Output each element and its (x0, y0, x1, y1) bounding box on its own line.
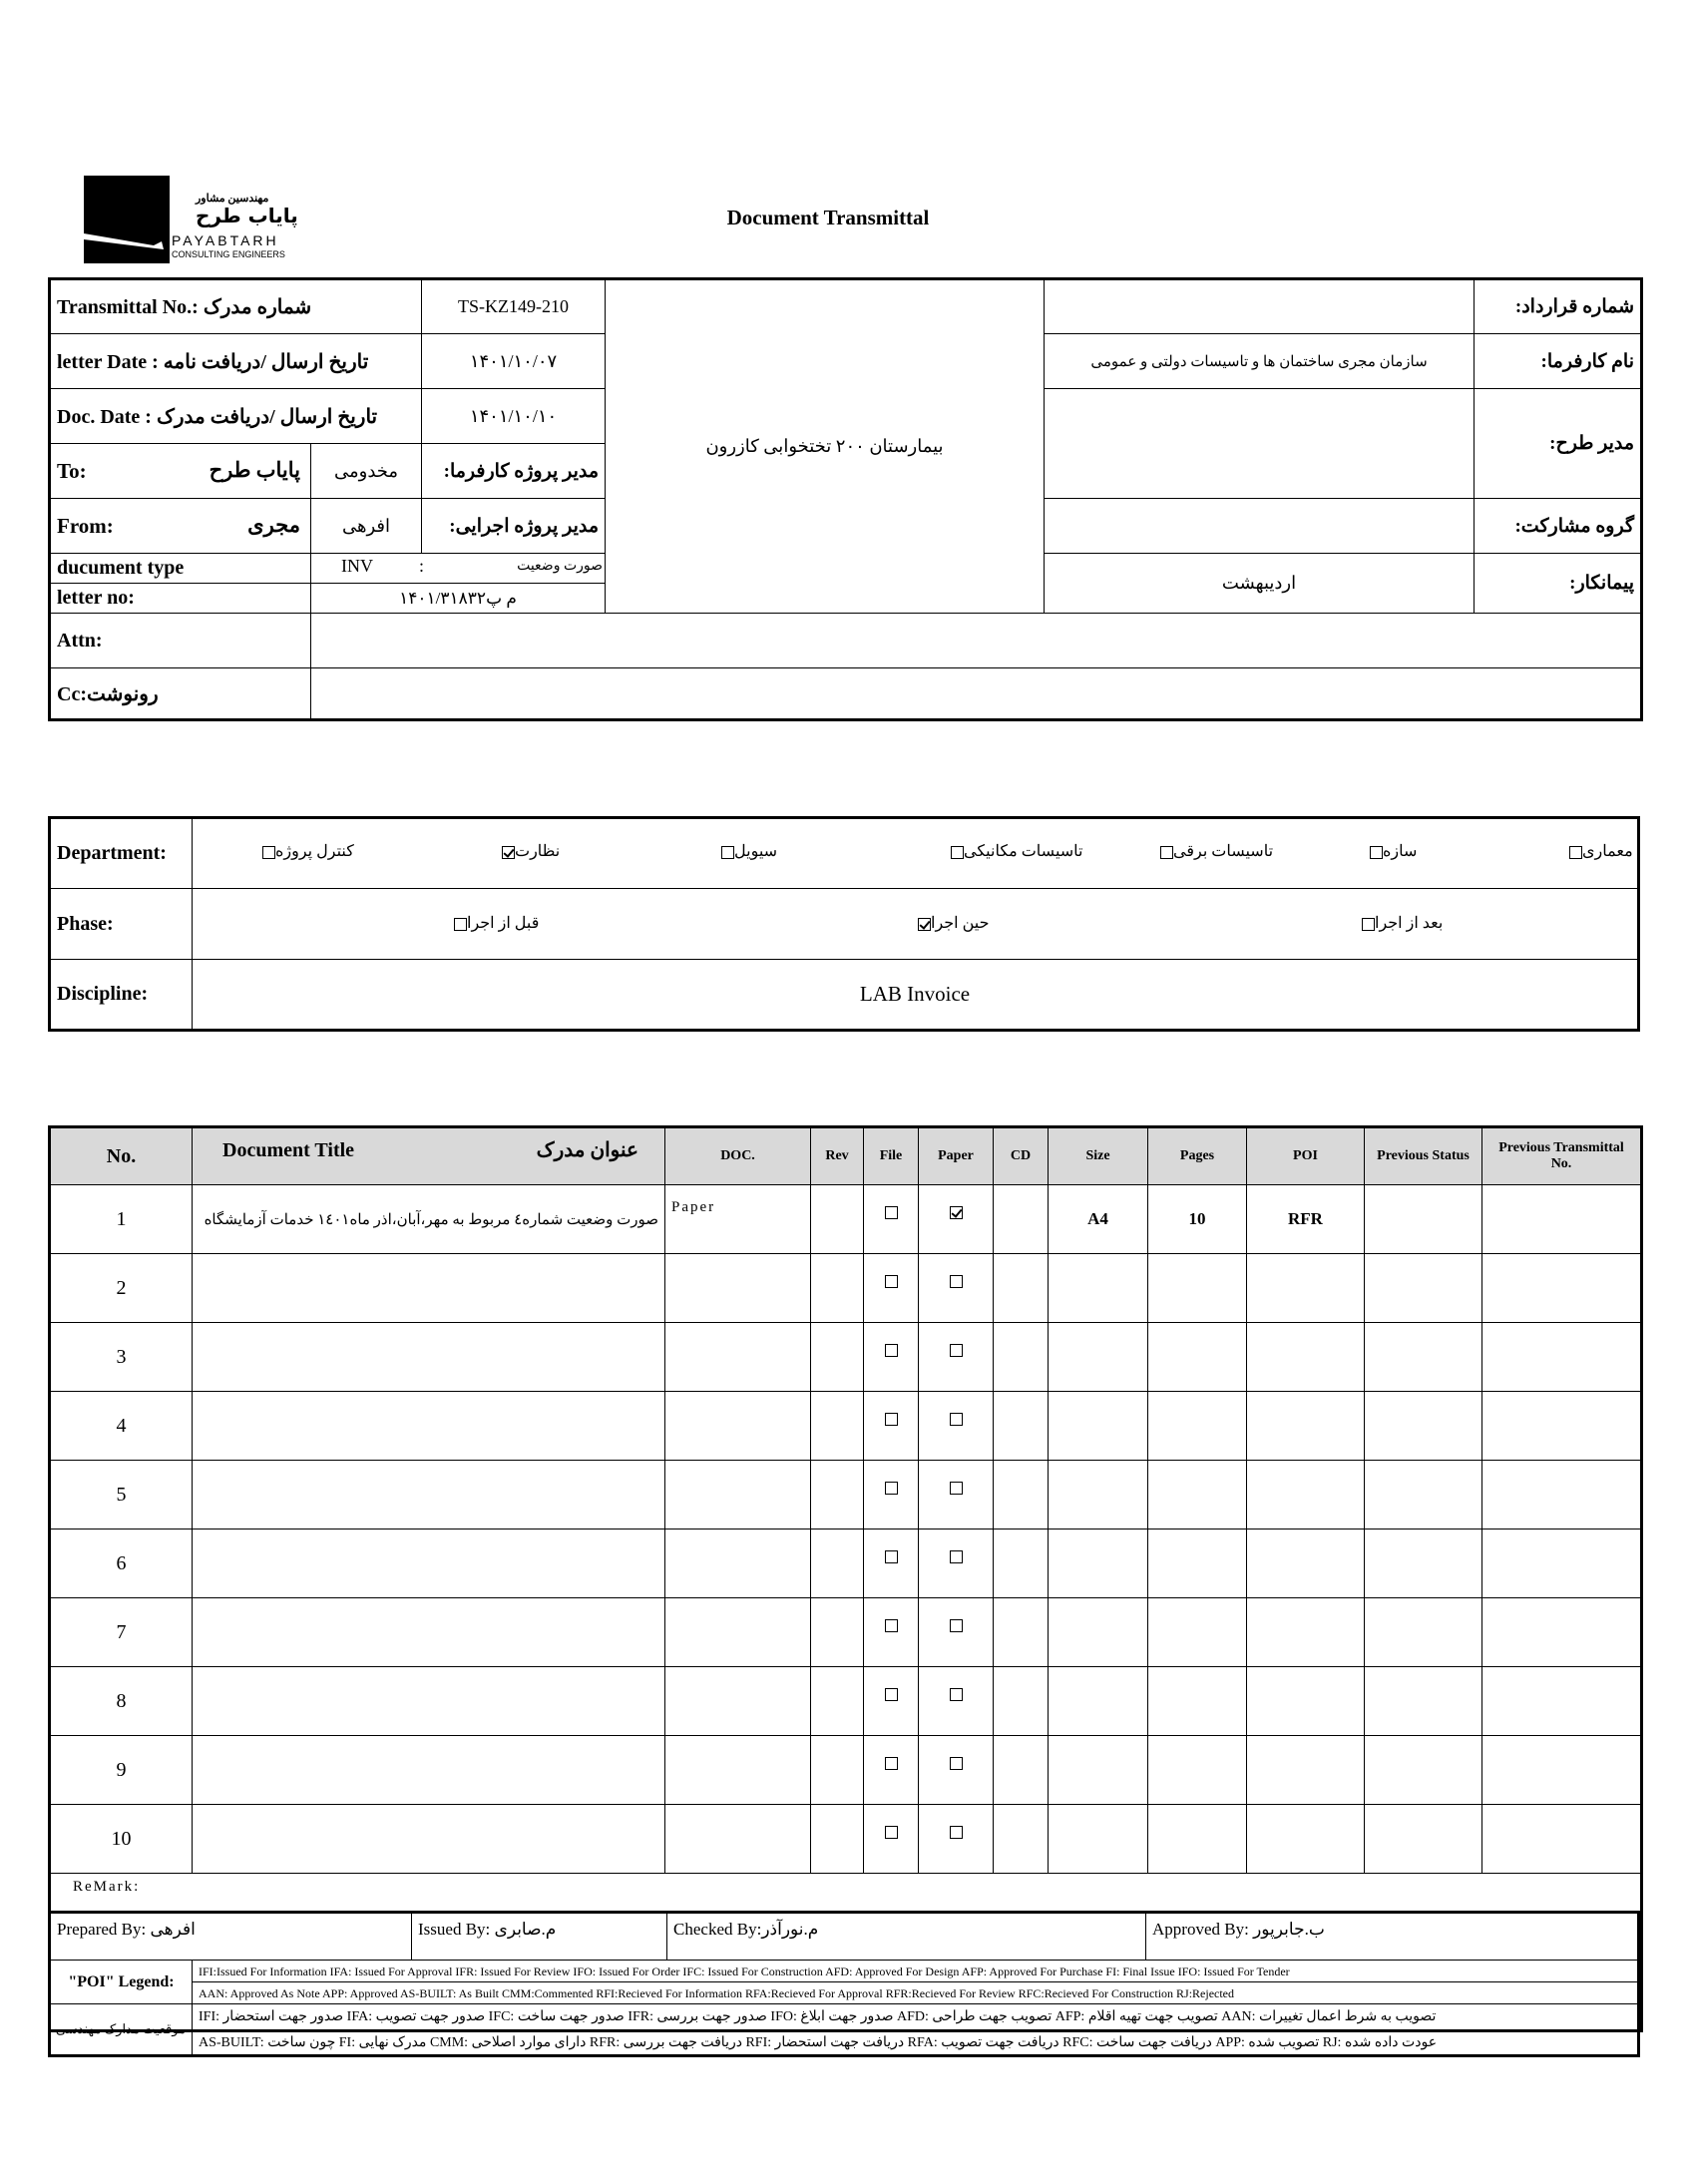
row-prev-trans (1482, 1254, 1642, 1323)
department-option[interactable] (1150, 841, 1273, 861)
department-option-label: تاسیسات مکانیکی (964, 843, 1083, 860)
row-file-checkbox[interactable] (885, 1550, 898, 1563)
row-size: A4 (1049, 1185, 1148, 1254)
row-title (193, 1529, 665, 1598)
row-file (864, 1805, 919, 1874)
department-option[interactable] (711, 841, 777, 861)
department-option-label: سازه (1383, 843, 1418, 860)
department-option-label: تاسیسات برقی (1173, 843, 1274, 860)
row-cd (994, 1667, 1049, 1736)
table-row (50, 1736, 1642, 1805)
doc-date-value: ۱۴۰۱/۱۰/۱۰ (422, 389, 606, 444)
to-role: مدیر پروژه کارفرما: (422, 444, 606, 499)
logo-text-en-sub: CONSULTING ENGINEERS (172, 249, 285, 259)
department-option[interactable] (941, 841, 1083, 861)
row-paper-checkbox[interactable] (950, 1619, 963, 1632)
row-poi (1247, 1392, 1365, 1461)
col-title-en: Document Title (222, 1139, 355, 1161)
row-prev-status (1365, 1736, 1482, 1805)
employer-label: نام کارفرما: (1475, 334, 1642, 389)
row-file-checkbox[interactable] (885, 1206, 898, 1219)
doc-type-cell (311, 554, 606, 584)
row-no: 8 (50, 1667, 193, 1736)
phase-option[interactable] (906, 913, 990, 933)
approved-by: Approved By: ب.جابرپور (1146, 1913, 1639, 1961)
row-size (1049, 1598, 1148, 1667)
department-checkbox[interactable] (951, 846, 964, 859)
department-option[interactable] (1360, 841, 1417, 861)
contract-no-label: شماره قرارداد: (1475, 279, 1642, 334)
row-cd (994, 1323, 1049, 1392)
row-title: صورت وضعیت شماره٤ مربوط به مهر،آبان،اذر ماه١٤٠١ خدمات آزمایشگاه (193, 1185, 665, 1254)
row-poi (1247, 1461, 1365, 1529)
row-cd (994, 1185, 1049, 1254)
from-cell (50, 499, 311, 554)
checked-by: Checked By:م.نورآذر (667, 1913, 1146, 1961)
row-doc (665, 1461, 811, 1529)
cc-value (311, 668, 1642, 720)
row-paper-checkbox[interactable] (950, 1275, 963, 1288)
row-prev-trans (1482, 1461, 1642, 1529)
row-poi (1247, 1805, 1365, 1874)
row-prev-status (1365, 1392, 1482, 1461)
department-option[interactable] (1559, 841, 1633, 861)
signature-table (48, 1911, 1640, 2057)
row-size (1049, 1667, 1148, 1736)
row-rev (811, 1805, 864, 1874)
row-prev-status (1365, 1185, 1482, 1254)
discipline-value: LAB Invoice (193, 960, 1639, 1031)
department-option-label: سیویل (734, 843, 778, 860)
row-prev-status (1365, 1254, 1482, 1323)
row-paper-checkbox[interactable] (950, 1688, 963, 1701)
legend-line-2: AAN: Approved As Note APP: Approved AS-BUILT: As Built CMM:Commented RFI:Recieved For Information RFA:Recieved For Approval RFR:Recieved For Review RFC:Recieved For Construction RJ:Rejected (193, 1982, 1639, 2004)
contract-no-value (1045, 279, 1475, 334)
row-prev-status (1365, 1529, 1482, 1598)
logo-mark-icon (84, 176, 170, 263)
row-paper-checkbox[interactable] (950, 1826, 963, 1839)
row-cd (994, 1461, 1049, 1529)
row-no: 2 (50, 1254, 193, 1323)
col-file: File (864, 1127, 919, 1185)
row-size (1049, 1805, 1148, 1874)
row-size (1049, 1736, 1148, 1805)
row-file-checkbox[interactable] (885, 1688, 898, 1701)
row-file (864, 1529, 919, 1598)
contractor-label: پیمانکار: (1475, 554, 1642, 614)
table-row (50, 1667, 1642, 1736)
manager-label: مدیر طرح: (1475, 389, 1642, 499)
project-name: بیمارستان ۲۰۰ تختخوابی کازرون (606, 279, 1045, 614)
row-doc (665, 1805, 811, 1874)
manager-value (1045, 389, 1475, 499)
table-row (50, 1805, 1642, 1874)
attn-value (311, 614, 1642, 668)
row-size (1049, 1323, 1148, 1392)
row-prev-trans (1482, 1529, 1642, 1598)
to-person: مخدومی (311, 444, 422, 499)
row-cd (994, 1805, 1049, 1874)
to-label: To: (57, 458, 87, 483)
row-paper (919, 1598, 994, 1667)
row-file-checkbox[interactable] (885, 1413, 898, 1426)
phase-option-label: بعد از اجرا (1375, 915, 1444, 932)
row-pages (1148, 1392, 1247, 1461)
row-file (864, 1461, 919, 1529)
legend-line-1: IFI:Issued For Information IFA: Issued For Approval IFR: Issued For Review IFO: Issued For Order IFC: Issued For Construction AFD: Approved For Design AFP: Approved For Purchase FI: Final Issue IFO: Issued For Tender (193, 1961, 1639, 1982)
row-file (864, 1667, 919, 1736)
table-row (50, 1323, 1642, 1392)
col-pages: Pages (1148, 1127, 1247, 1185)
row-title (193, 1461, 665, 1529)
row-file (864, 1392, 919, 1461)
col-cd: CD (994, 1127, 1049, 1185)
row-pages (1148, 1667, 1247, 1736)
row-paper (919, 1529, 994, 1598)
doc-type-code: INV (341, 556, 373, 576)
col-paper: Paper (919, 1127, 994, 1185)
cc-label: Cc:رونوشت (50, 668, 311, 720)
col-title-fa: عنوان مدرک (536, 1139, 638, 1161)
row-pages: 10 (1148, 1185, 1247, 1254)
from-value: مجری (247, 513, 300, 537)
table-row (50, 1529, 1642, 1598)
page-title: Document Transmittal (726, 206, 930, 229)
row-rev (811, 1667, 864, 1736)
row-title (193, 1598, 665, 1667)
legend-line-4: AS-BUILT: چون ساخت FI: مدرک نهایی CMM: دارای موارد اصلاحی RFR: دریافت جهت بررسی RFI: دریافت جهت استحضار RFA: دریافت جهت تصویب RFC: دریافت جهت ساخت APP: تصویب شده RJ: عودت داده شده (193, 2030, 1639, 2056)
row-no: 1 (50, 1185, 193, 1254)
row-paper (919, 1254, 994, 1323)
row-prev-trans (1482, 1736, 1642, 1805)
department-option[interactable] (252, 841, 354, 861)
row-paper (919, 1323, 994, 1392)
row-paper (919, 1392, 994, 1461)
row-cd (994, 1598, 1049, 1667)
row-paper (919, 1667, 994, 1736)
row-paper-checkbox[interactable] (950, 1550, 963, 1563)
phase-checkbox[interactable] (918, 918, 931, 931)
employer-value: سازمان مجری ساختمان ها و تاسیسات دولتی و عمومی (1045, 334, 1475, 389)
from-label: From: (57, 513, 114, 538)
phase-option[interactable] (1350, 913, 1443, 933)
row-rev (811, 1529, 864, 1598)
row-poi (1247, 1598, 1365, 1667)
logo-text-fa: پایاب طرح (196, 204, 298, 227)
document-table (48, 1125, 1643, 2032)
phase-checkbox[interactable] (454, 918, 467, 931)
department-options (193, 818, 1639, 889)
row-title (193, 1254, 665, 1323)
table-row (50, 1461, 1642, 1529)
row-pages (1148, 1323, 1247, 1392)
poi-legend-label: "POI" Legend: (50, 1961, 193, 2004)
row-paper-checkbox[interactable] (950, 1757, 963, 1770)
row-title (193, 1392, 665, 1461)
row-title (193, 1805, 665, 1874)
row-title (193, 1667, 665, 1736)
row-doc (665, 1598, 811, 1667)
department-checkbox[interactable] (1160, 846, 1173, 859)
col-prev-status: Previous Status (1365, 1127, 1482, 1185)
row-poi (1247, 1323, 1365, 1392)
from-role: مدیر پروژه اجرایی: (422, 499, 606, 554)
row-file-checkbox[interactable] (885, 1275, 898, 1288)
row-size (1049, 1461, 1148, 1529)
department-checkbox[interactable] (721, 846, 734, 859)
row-prev-status (1365, 1323, 1482, 1392)
remark-label: ReMark: (73, 1879, 141, 1895)
row-poi (1247, 1254, 1365, 1323)
row-prev-trans (1482, 1667, 1642, 1736)
row-file-checkbox[interactable] (885, 1826, 898, 1839)
row-cd (994, 1254, 1049, 1323)
row-poi (1247, 1667, 1365, 1736)
row-paper (919, 1736, 994, 1805)
col-no: No. (50, 1127, 193, 1185)
phase-option-label: حین اجرا (931, 915, 990, 932)
row-rev (811, 1461, 864, 1529)
row-pages (1148, 1529, 1247, 1598)
row-no: 6 (50, 1529, 193, 1598)
letter-date-value: ۱۴۰۱/۱۰/۰۷ (422, 334, 606, 389)
phase-option[interactable] (442, 913, 539, 933)
table-row (50, 1598, 1642, 1667)
discipline-label: Discipline: (50, 960, 193, 1031)
row-pages (1148, 1598, 1247, 1667)
row-cd (994, 1392, 1049, 1461)
row-no: 7 (50, 1598, 193, 1667)
department-checkbox[interactable] (1370, 846, 1383, 859)
col-poi: POI (1247, 1127, 1365, 1185)
row-paper (919, 1185, 994, 1254)
header-table (48, 277, 1643, 721)
phase-checkbox[interactable] (1362, 918, 1375, 931)
row-pages (1148, 1805, 1247, 1874)
table-row (50, 1254, 1642, 1323)
row-doc (665, 1736, 811, 1805)
row-cd (994, 1736, 1049, 1805)
row-rev (811, 1392, 864, 1461)
row-doc (665, 1392, 811, 1461)
row-file (864, 1323, 919, 1392)
row-paper-checkbox[interactable] (950, 1482, 963, 1495)
col-doc: DOC. (665, 1127, 811, 1185)
row-title (193, 1736, 665, 1805)
col-title (193, 1127, 665, 1185)
row-cd (994, 1529, 1049, 1598)
row-size (1049, 1392, 1148, 1461)
row-prev-trans (1482, 1323, 1642, 1392)
row-file (864, 1598, 919, 1667)
prepared-by: Prepared By: افرهی (50, 1913, 412, 1961)
row-doc (665, 1529, 811, 1598)
row-prev-trans (1482, 1598, 1642, 1667)
letter-no-value: م پ۱۴۰۱/۳۱۸۳۲ (311, 584, 606, 614)
department-option-label: نظارت (515, 843, 561, 860)
row-prev-status (1365, 1461, 1482, 1529)
row-poi: RFR (1247, 1185, 1365, 1254)
row-prev-trans (1482, 1185, 1642, 1254)
department-option-label: کنترل پروژه (275, 843, 354, 860)
to-cell (50, 444, 311, 499)
row-no: 10 (50, 1805, 193, 1874)
row-poi (1247, 1736, 1365, 1805)
phase-label: Phase: (50, 889, 193, 960)
legend-fa-label: موقعیت مدارک مهندسی (50, 2004, 193, 2056)
row-file-checkbox[interactable] (885, 1619, 898, 1632)
from-person: افرهی (311, 499, 422, 554)
row-size (1049, 1254, 1148, 1323)
row-file (864, 1185, 919, 1254)
phase-option-label: قبل از اجرا (467, 915, 540, 932)
row-prev-status (1365, 1598, 1482, 1667)
row-rev (811, 1254, 864, 1323)
transmittal-no-value: TS-KZ149-210 (422, 279, 606, 334)
row-rev (811, 1323, 864, 1392)
department-table (48, 816, 1640, 1032)
row-no: 9 (50, 1736, 193, 1805)
table-row (50, 1392, 1642, 1461)
doc-type-sep: : (419, 556, 425, 576)
row-file-checkbox[interactable] (885, 1482, 898, 1495)
department-checkbox[interactable] (502, 846, 515, 859)
phase-options (193, 889, 1639, 960)
row-doc (665, 1323, 811, 1392)
issued-by: Issued By: م.صابری (412, 1913, 667, 1961)
transmittal-no-label: Transmittal No.: شماره مدرک (50, 279, 422, 334)
group-label: گروه مشارکت: (1475, 499, 1642, 554)
row-pages (1148, 1461, 1247, 1529)
row-paper-checkbox[interactable] (950, 1413, 963, 1426)
col-prev-trans: Previous Transmittal No. (1482, 1127, 1642, 1185)
attn-label: Attn: (50, 614, 311, 668)
row-prev-status (1365, 1667, 1482, 1736)
table-row (50, 1185, 1642, 1254)
row-rev (811, 1736, 864, 1805)
logo (84, 176, 303, 265)
row-prev-trans (1482, 1805, 1642, 1874)
row-prev-status (1365, 1805, 1482, 1874)
row-title (193, 1323, 665, 1392)
department-option[interactable] (492, 841, 560, 861)
row-paper (919, 1461, 994, 1529)
doc-date-label: Doc. Date : تاریخ ارسال /دریافت مدرک (50, 389, 422, 444)
to-value: پایاب طرح (209, 458, 300, 482)
row-rev (811, 1185, 864, 1254)
department-checkbox[interactable] (262, 846, 275, 859)
row-rev (811, 1598, 864, 1667)
row-no: 5 (50, 1461, 193, 1529)
doc-type-value: صورت وضعیت (517, 559, 604, 574)
row-paper-checkbox[interactable] (950, 1206, 963, 1219)
row-file (864, 1254, 919, 1323)
row-file-checkbox[interactable] (885, 1757, 898, 1770)
department-checkbox[interactable] (1569, 846, 1582, 859)
row-doc (665, 1254, 811, 1323)
legend-line-3: IFI: صدور جهت استحضار IFA: صدور جهت تصویب IFC: صدور جهت ساخت IFR: صدور جهت بررسی IFO: صدور جهت ابلاغ AFD: تصویب جهت طراحی AFP: تصویب جهت تهیه اقلام AAN: تصویب به شرط اعمال تغییرات (193, 2004, 1639, 2030)
logo-text-en: PAYABTARH (172, 232, 279, 248)
row-prev-trans (1482, 1392, 1642, 1461)
letter-date-label: letter Date : تاریخ ارسال /دریافت نامه (50, 334, 422, 389)
row-pages (1148, 1254, 1247, 1323)
group-value (1045, 499, 1475, 554)
department-option-label: معماری (1582, 843, 1633, 860)
row-paper-checkbox[interactable] (950, 1344, 963, 1357)
logo-text-fa-small: مهندسین مشاور (196, 193, 269, 205)
row-doc: Paper (665, 1185, 811, 1254)
col-size: Size (1049, 1127, 1148, 1185)
row-paper (919, 1805, 994, 1874)
row-no: 4 (50, 1392, 193, 1461)
department-label: Department: (50, 818, 193, 889)
row-doc (665, 1667, 811, 1736)
row-no: 3 (50, 1323, 193, 1392)
letter-no-label: letter no: (50, 584, 311, 614)
row-pages (1148, 1736, 1247, 1805)
row-size (1049, 1529, 1148, 1598)
doc-type-label: ducument type (50, 554, 311, 584)
row-file (864, 1736, 919, 1805)
contractor-value: اردیبهشت (1045, 554, 1475, 614)
row-file-checkbox[interactable] (885, 1344, 898, 1357)
col-rev: Rev (811, 1127, 864, 1185)
row-poi (1247, 1529, 1365, 1598)
